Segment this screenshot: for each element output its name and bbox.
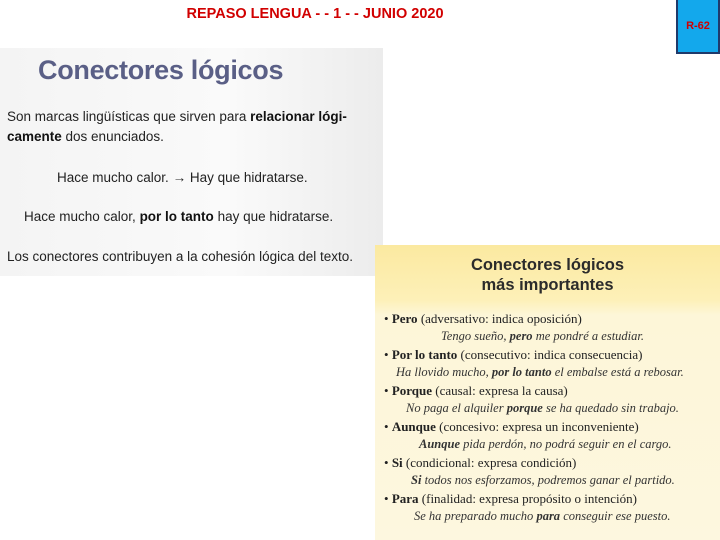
connector-description: (condicional: expresa condición) xyxy=(402,455,577,470)
connector-item xyxy=(384,347,642,363)
connectors-heading xyxy=(375,255,720,295)
bold-text: por lo tanto xyxy=(491,365,552,379)
connector-item xyxy=(384,491,637,507)
connector-name: Pero xyxy=(391,311,418,326)
page-title: REPASO LENGUA - - 1 - - JUNIO 2020 xyxy=(186,6,444,22)
conclusion: Los conectores contribuyen a la cohesión lógica del texto. xyxy=(7,249,353,264)
connector-example xyxy=(414,509,670,524)
text: Tengo sueño, xyxy=(441,329,510,343)
text: Hace mucho calor. xyxy=(57,170,173,185)
bullet-icon: • xyxy=(384,491,389,506)
connector-description: (concesivo: expresa un inconveniente) xyxy=(435,419,639,434)
text: hay que hidratarse. xyxy=(213,209,334,224)
bold-text: camente xyxy=(7,129,62,144)
connector-item xyxy=(384,311,582,327)
text: conseguir ese puesto. xyxy=(560,509,671,523)
heading-line: Conectores lógicos xyxy=(470,256,625,274)
bullet-icon: • xyxy=(384,383,389,398)
connector-item xyxy=(384,419,639,435)
connector-example xyxy=(411,473,675,488)
text: me pondré a estudiar. xyxy=(532,329,645,343)
connector-item xyxy=(384,455,576,471)
connector-description: (finalidad: expresa propósito o intención) xyxy=(418,491,637,506)
connector-description: (adversativo: indica oposición) xyxy=(417,311,582,326)
bold-text: para xyxy=(536,509,561,523)
text: Hay que hidratarse. xyxy=(186,170,308,185)
bullet-icon: • xyxy=(384,311,389,326)
definition-panel xyxy=(0,48,383,276)
connectors-panel xyxy=(375,245,720,540)
text: Son marcas lingüísticas que sirven para xyxy=(7,109,251,124)
text: se ha quedado sin trabajo. xyxy=(542,401,679,415)
bold-text: relacionar lógi- xyxy=(250,109,347,124)
bold-text: Aunque xyxy=(419,437,460,451)
connector-name: Si xyxy=(391,455,403,470)
definition-line-2 xyxy=(7,129,164,144)
connector-name: Porque xyxy=(391,383,433,398)
connector-name: Para xyxy=(391,491,419,506)
bold-text: pero xyxy=(509,329,533,343)
text: Se ha preparado mucho xyxy=(414,509,537,523)
heading-line: más importantes xyxy=(481,276,614,294)
bold-text: Si xyxy=(411,473,422,487)
connector-example xyxy=(441,329,644,344)
example-2 xyxy=(24,209,333,224)
definition-line-1 xyxy=(7,109,347,124)
connector-item xyxy=(384,383,568,399)
definition-heading: Conectores lógicos xyxy=(38,55,284,85)
bullet-icon: • xyxy=(384,419,389,434)
text: pida perdón, no podrá seguir en el cargo. xyxy=(460,437,672,451)
connector-example xyxy=(396,365,684,380)
bullet-icon: • xyxy=(384,455,389,470)
text: Hace mucho calor, xyxy=(24,209,140,224)
connector-description: (causal: expresa la causa) xyxy=(432,383,568,398)
connector-name: Por lo tanto xyxy=(391,347,458,362)
text: dos enunciados. xyxy=(61,129,164,144)
text: el embalse está a rebosar. xyxy=(551,365,684,379)
connector-example xyxy=(419,437,672,452)
bold-text: porque xyxy=(506,401,543,415)
bold-text: por lo tanto xyxy=(139,209,214,224)
arrow-right-icon: → xyxy=(172,170,187,185)
connector-example xyxy=(406,401,679,416)
text: Ha llovido mucho, xyxy=(396,365,492,379)
text: No paga el alquiler xyxy=(406,401,507,415)
example-1 xyxy=(57,170,308,185)
connector-name: Aunque xyxy=(391,419,436,434)
connector-description: (consecutivo: indica consecuencia) xyxy=(457,347,643,362)
text: todos nos esforzamos, podremos ganar el partido. xyxy=(421,473,675,487)
slide-number-badge: R-62 xyxy=(676,0,720,54)
bullet-icon: • xyxy=(384,347,389,362)
